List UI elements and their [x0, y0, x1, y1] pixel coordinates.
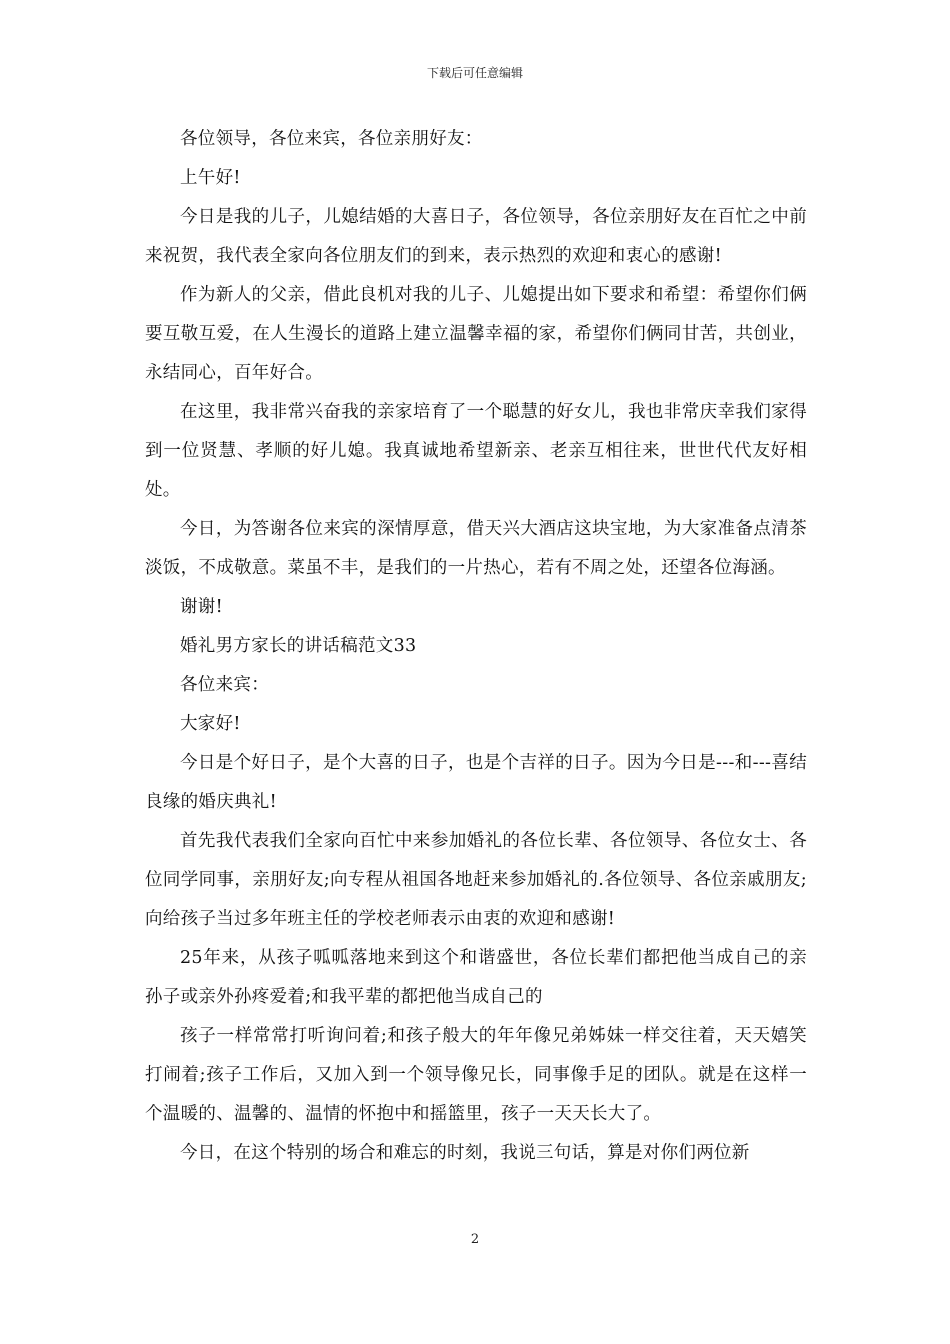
paragraph: 今日，在这个特别的场合和难忘的时刻，我说三句话，算是对你们两位新	[180, 1143, 750, 1163]
paragraph: 25年来，从孩子呱呱落地来到这个和谐盛世，各位长辈们都把他当成自己的亲孙子或亲外孙疼爱着;和我平辈的都把他当成自己的	[145, 948, 807, 1007]
paragraph: 孩子一样常常打听询问着;和孩子般大的年年像兄弟姊妹一样交往着，天天嬉笑打闹着;孩子工作后，又加入到一个领导像兄长，同事像手足的团队。就是在这样一个温暖的、温馨的、温情的怀抱中和摇篮里，孩子一天天长大了。	[145, 1026, 807, 1124]
paragraph-thanks: 谢谢!	[180, 597, 223, 617]
page-number: 2	[470, 1232, 480, 1247]
paragraph: 作为新人的父亲，借此良机对我的儿子、儿媳提出如下要求和希望：希望你们俩要互敬互爱，在人生漫长的道路上建立温馨幸福的家，希望你们俩同甘苦，共创业，永结同心，百年好合。	[145, 285, 807, 383]
paragraph: 在这里，我非常兴奋我的亲家培育了一个聪慧的好女儿，我也非常庆幸我们家得到一位贤慧、孝顺的好儿媳。我真诚地希望新亲、老亲互相往来，世世代代友好相处。	[145, 402, 807, 500]
paragraph: 今日，为答谢各位来宾的深情厚意，借天兴大酒店这块宝地，为大家准备点清茶淡饭，不成敬意。菜虽不丰，是我们的一片热心，若有不周之处，还望各位海涵。	[145, 519, 807, 578]
paragraph: 今日是个好日子，是个大喜的日子，也是个吉祥的日子。因为今日是---和---喜结良缘的婚庆典礼!	[145, 753, 807, 812]
paragraph-hello: 大家好!	[180, 714, 241, 734]
paragraph: 今日是我的儿子，儿媳结婚的大喜日子，各位领导，各位亲朋好友在百忙之中前来祝贺，我代表全家向各位朋友们的到来，表示热烈的欢迎和衷心的感谢!	[145, 207, 807, 266]
section-title: 婚礼男方家长的讲话稿范文33	[180, 636, 417, 656]
page-header: 下载后可任意编辑	[426, 66, 523, 80]
paragraph-good-morning: 上午好!	[180, 168, 241, 188]
paragraph-greeting: 各位领导，各位来宾，各位亲朋好友：	[180, 129, 483, 149]
paragraph-salutation: 各位来宾：	[180, 675, 269, 695]
document-body	[145, 120, 807, 1173]
paragraph: 首先我代表我们全家向百忙中来参加婚礼的各位长辈、各位领导、各位女士、各位同学同事，亲朋好友;向专程从祖国各地赶来参加婚礼的.各位领导、各位亲戚朋友;向给孩子当过多年班主任的学校老师表示由衷的欢迎和感谢!	[145, 831, 807, 929]
